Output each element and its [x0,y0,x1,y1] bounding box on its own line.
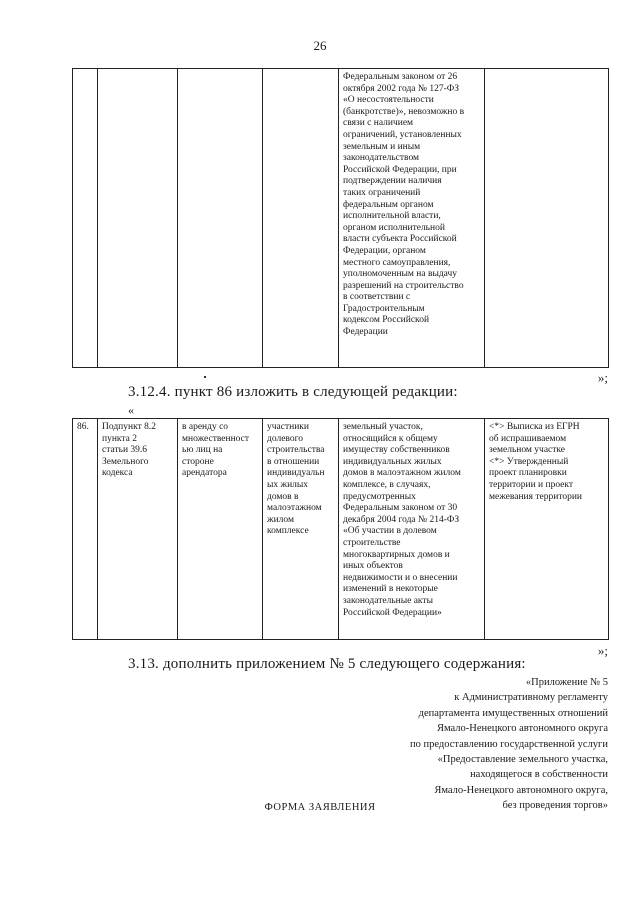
text-line: долевого [267,433,303,444]
text-line: федеральным органом [343,199,434,210]
text-line: в соответствии с [343,292,411,303]
table-cell-basis [98,69,178,368]
text-line: Федерации [343,327,388,338]
text-line: земельном участке [489,445,566,456]
text-line: строительства [267,445,325,456]
text-line: малоэтажном [267,503,322,514]
text-line: комплексе, в случаях, [343,479,431,490]
table-cell-form [178,69,263,368]
item-86-table [72,418,609,640]
text-line: власти субъекта Российской [343,234,457,245]
text-line: иных объектов [343,561,403,572]
appendix-line: по предоставлению государственной услуги [410,738,608,750]
text-line: октября 2002 года № 127-ФЗ [343,83,460,94]
appendix-line: находящегося в собственности [470,769,608,781]
text-line: многоквартирных домов и [343,549,450,560]
text-line: в аренду со [182,422,229,432]
text-line: кодекса [102,468,133,479]
text-line: разрешений на строительство [343,280,464,291]
text-line: статьи 39.6 [102,445,148,456]
text-line: исполнительной власти, [343,211,441,222]
form-title: ФОРМА ЗАЯВЛЕНИЯ [264,802,376,813]
table-row [73,419,609,640]
table-cell-documents [485,419,609,640]
appendix-line: к Административному регламенту [454,692,608,704]
appendix-header [248,675,608,814]
text-line: арендатора [182,468,227,479]
table-cell-plot [339,69,485,368]
text-line: межевания территории [489,491,583,502]
continuation-table [72,68,609,368]
text-line: множественност [182,433,250,444]
text-line: <*> Утвержденный [489,456,569,467]
stray-dot [204,376,206,378]
text-line: «О несостоятельности [343,95,434,106]
text-line: Подпункт 8.2 [102,422,156,432]
text-line: законодательством [343,153,420,164]
table-cell-applicant [263,419,339,640]
text-line: таких ограничений [343,187,421,198]
appendix-line: «Приложение № 5 [525,677,608,688]
appendix-line: «Предоставление земельного участка, [437,754,608,766]
text-line: изменений в некоторые [343,584,438,595]
text-line: участники [267,422,309,432]
appendix-line: департамента имущественных отношений [418,707,608,719]
item-number: 86. [77,422,89,432]
text-line: индивидуальных жилых [343,456,442,467]
text-line: жилом [267,514,294,525]
section-heading-3-12-4: 3.12.4. пункт 86 изложить в следующей редакции: [128,384,458,400]
text-line: кодексом Российской [343,315,430,326]
text-line: территории и проект [489,479,574,490]
text-line: недвижимости и о внесении [343,572,458,583]
text-line: ых жилых [267,479,309,490]
table-cell-applicant [263,69,339,368]
text-line: декабря 2004 года № 214-ФЗ [343,514,460,525]
table-cell-number [73,69,98,368]
page-number: 26 [313,38,327,53]
text-line: «Об участии в долевом [343,526,437,537]
text-line: ью лиц на [182,445,223,456]
text-line: имуществу собственников [343,445,450,456]
text-line: Земельного [102,456,149,467]
text-line: местного самоуправления, [343,257,451,268]
text-line: об испрашиваемом [489,433,567,444]
table-cell-number [73,419,98,640]
table-cell-form [178,419,263,640]
text-line: Федерации, органом [343,245,426,256]
text-line: законодательные акты [343,595,433,606]
text-line: индивидуальн [267,468,325,479]
table-cell-documents [485,69,609,368]
section-heading-3-13: 3.13. дополнить приложением № 5 следующего содержания: [128,656,526,672]
text-line: связи с наличием [343,118,414,129]
table-cell-basis [98,419,178,640]
text-line: проект планировки [489,468,567,479]
text-line: строительстве [343,537,401,548]
text-line: земельный участок, [343,422,423,432]
text-line: Федеральным законом от 30 [343,503,458,514]
table-cell-plot [339,419,485,640]
appendix-line: Ямало-Ненецкого автономного округа [436,723,608,735]
text-line: Градостроительным [343,303,425,314]
text-line: домов в [267,491,299,502]
opening-quote-mark: « [128,403,134,417]
text-line: комплексе [267,526,309,537]
text-line: уполномоченным на выдачу [343,269,458,280]
text-line: Российской Федерации, при [343,164,457,175]
text-line: в отношении [267,456,320,467]
text-line: домов в малоэтажном жилом [343,468,461,479]
text-line: (банкротстве)», невозможно в [343,106,465,117]
text-line: предусмотренных [343,491,416,502]
text-line: <*> Выписка из ЕГРН [489,422,580,432]
text-line: относящийся к общему [343,433,438,444]
text-line: Федеральным законом от 26 [343,72,458,82]
text-line: органом исполнительной [343,222,445,233]
appendix-line: Ямало-Ненецкого автономного округа, [434,784,608,796]
text-line: земельным и иным [343,141,421,152]
closing-quote-mark: »; [597,643,608,658]
closing-quote-mark: »; [597,370,608,385]
text-line: пункта 2 [102,433,138,444]
text-line: Российской Федерации» [343,607,442,618]
text-line: подтверждении наличия [343,176,442,187]
text-line: ограничений, установленных [343,129,462,140]
text-line: стороне [182,456,214,467]
appendix-line: без проведения торгов» [502,800,608,812]
table-row [73,69,609,368]
